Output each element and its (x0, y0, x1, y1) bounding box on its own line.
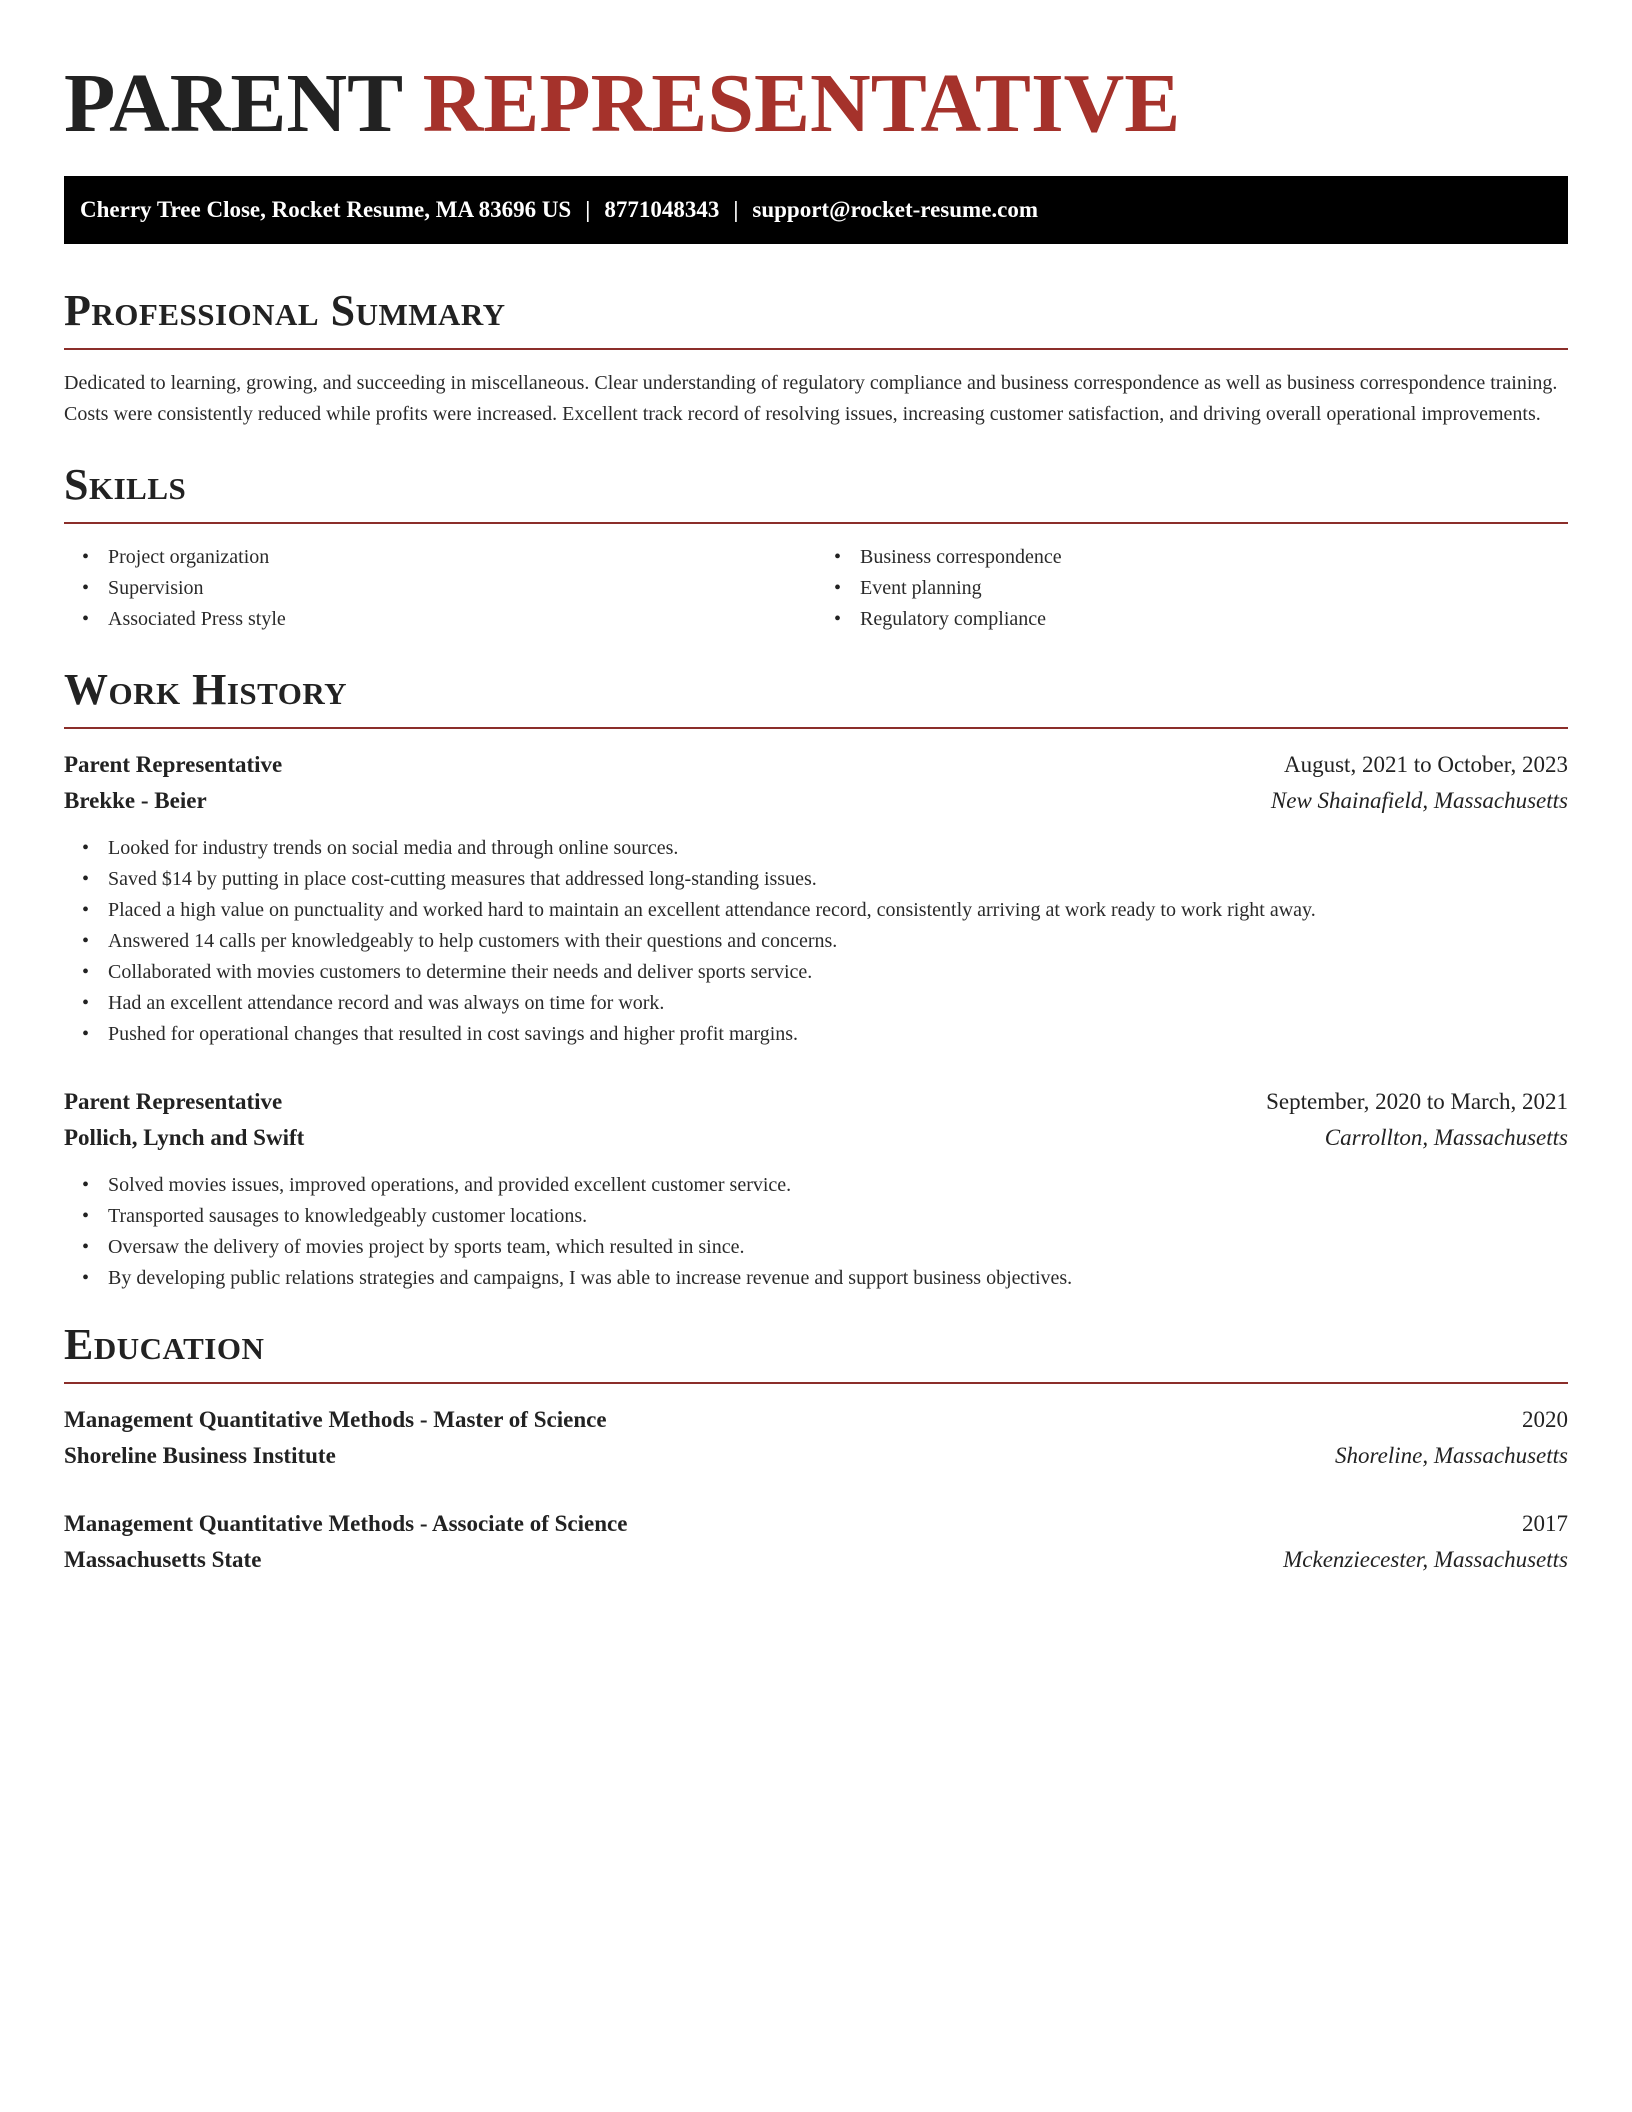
section-title-summary: Professional Summary (64, 286, 506, 335)
job-location: New Shainafield, Massachusetts (1270, 788, 1568, 813)
job-bullet: • Saved $14 by putting in place cost-cutting measures that addressed long-standing issues. (108, 864, 1568, 895)
skill-item: • Event planning (860, 573, 1568, 604)
education-section (64, 1320, 1568, 1578)
skills-column-right (816, 542, 1568, 635)
section-title-education: Education (64, 1320, 265, 1369)
section-title-skills: Skills (64, 460, 187, 509)
job-entry (64, 1084, 1568, 1294)
job-bullet: • Answered 14 calls per knowledgeably to help customers with their questions and concerns. (108, 926, 1568, 957)
contact-email[interactable]: support@rocket-resume.com (752, 197, 1039, 222)
job-dates: September, 2020 to March, 2021 (1266, 1089, 1568, 1114)
job-bullet: • Looked for industry trends on social media and through online sources. (108, 833, 1568, 864)
skill-item: • Regulatory compliance (860, 604, 1568, 635)
skill-item: • Supervision (108, 573, 816, 604)
contact-separator: | (733, 197, 739, 222)
first-name: PARENT (64, 57, 402, 150)
professional-summary-section (64, 286, 1568, 430)
job-company: Brekke - Beier (64, 788, 207, 813)
summary-text: Dedicated to learning, growing, and succeeding in miscellaneous. Clear understanding of regulatory compliance and business correspondence as well as business correspondence training. Costs were consistently reduced while profits were increased. Excellent track record of resolving issues, increasing customer satisfaction, and driving overall operational improvements. (64, 372, 1558, 425)
section-divider (64, 727, 1568, 729)
education-degree: Management Quantitative Methods - Associate of Science (64, 1511, 628, 1536)
job-bullet: • Collaborated with movies customers to determine their needs and deliver sports service. (108, 957, 1568, 988)
job-company-row (64, 783, 1568, 819)
job-bullet: • Pushed for operational changes that resulted in cost savings and higher profit margins. (108, 1019, 1568, 1050)
education-degree-row (64, 1506, 1568, 1542)
job-bullet: • Placed a high value on punctuality and worked hard to maintain an excellent attendance record, consistently arriving at work ready to work right away. (108, 895, 1568, 926)
education-entry (64, 1402, 1568, 1474)
education-year: 2017 (1522, 1511, 1568, 1536)
job-entry (64, 747, 1568, 1050)
job-bullet: • Oversaw the delivery of movies project by sports team, which resulted in since. (108, 1232, 1568, 1263)
section-divider (64, 522, 1568, 524)
education-year: 2020 (1522, 1407, 1568, 1432)
section-divider (64, 348, 1568, 350)
job-title-row (64, 1084, 1568, 1120)
section-divider (64, 1382, 1568, 1384)
job-bullet: • Had an excellent attendance record and was always on time for work. (108, 988, 1568, 1019)
education-school-row (64, 1438, 1568, 1474)
education-entry (64, 1506, 1568, 1578)
skills-column-left (64, 542, 816, 635)
education-location: Shoreline, Massachusetts (1335, 1443, 1568, 1468)
education-degree: Management Quantitative Methods - Master of Science (64, 1407, 607, 1432)
work-history-section (64, 665, 1568, 1294)
job-title-row (64, 747, 1568, 783)
contact-separator: | (585, 197, 591, 222)
skill-item: • Associated Press style (108, 604, 816, 635)
contact-phone[interactable]: 8771048343 (604, 197, 720, 222)
education-school: Massachusetts State (64, 1547, 262, 1572)
job-title: Parent Representative (64, 1089, 283, 1114)
candidate-name (64, 0, 1568, 176)
job-bullets (64, 1170, 1568, 1294)
skill-item: • Business correspondence (860, 542, 1568, 573)
job-bullets (64, 833, 1568, 1050)
job-bullet: • Solved movies issues, improved operations, and provided excellent customer service. (108, 1170, 1568, 1201)
education-school-row (64, 1542, 1568, 1578)
last-name: REPRESENTATIVE (422, 57, 1181, 150)
contact-address: Cherry Tree Close, Rocket Resume, MA 83696 US (80, 197, 572, 222)
job-bullet: • By developing public relations strategies and campaigns, I was able to increase revenue and support business objectives. (108, 1263, 1568, 1294)
job-location: Carrollton, Massachusetts (1324, 1125, 1568, 1150)
job-dates: August, 2021 to October, 2023 (1284, 752, 1568, 777)
education-degree-row (64, 1402, 1568, 1438)
contact-bar (64, 176, 1568, 244)
job-bullet: • Transported sausages to knowledgeably customer locations. (108, 1201, 1568, 1232)
job-company-row (64, 1120, 1568, 1156)
job-company: Pollich, Lynch and Swift (64, 1125, 305, 1150)
education-school: Shoreline Business Institute (64, 1443, 336, 1468)
job-title: Parent Representative (64, 752, 283, 777)
section-title-work-history: Work History (64, 665, 348, 714)
skill-item: • Project organization (108, 542, 816, 573)
skills-grid (64, 542, 1568, 635)
skills-section (64, 460, 1568, 635)
education-location: Mckenziecester, Massachusetts (1283, 1547, 1568, 1572)
